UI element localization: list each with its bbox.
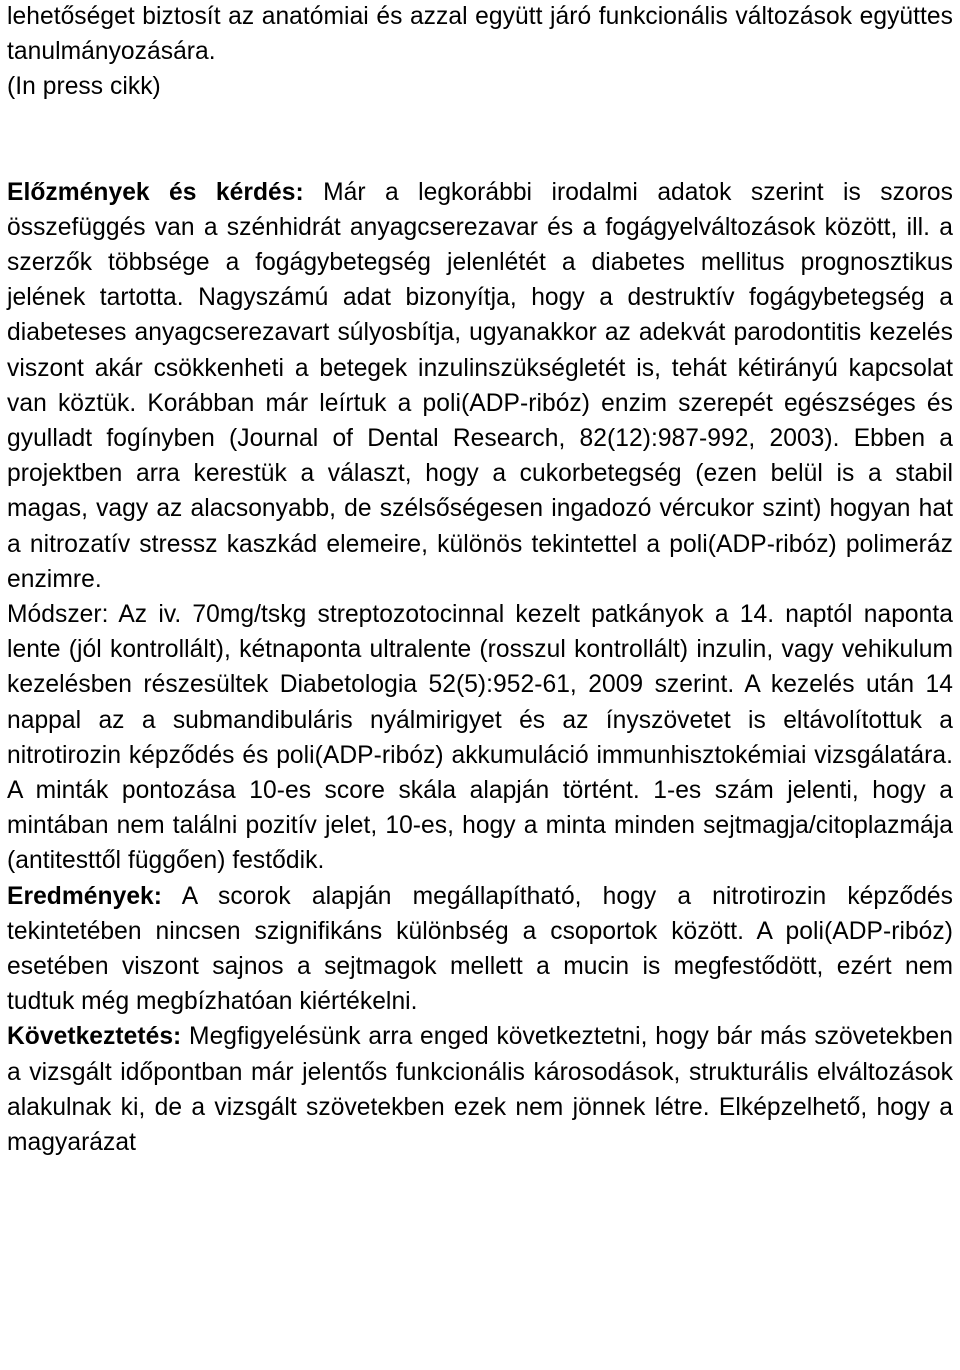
methods-paragraph bbox=[7, 597, 953, 879]
intro-continuation-text: lehetőséget biztosít az anatómiai és azzal együtt járó funkcionális változások együttes tanulmányozására. bbox=[7, 3, 953, 66]
intro-paragraph bbox=[7, 0, 953, 105]
methods-text: Az iv. 70mg/tskg streptozotocinnal kezelt patkányok a 14. naptól naponta lente (jól kontrollált), kétnaponta ultralente (rosszul kontrollált) inzulin, vagy vehikulum kezelésben részesültek Diabetologia 52(5):952-61, 2009 szerint. A kezelés után 14 nappal az a submandibuláris nyálmirigyet és az ínyszövetet is eltávolítottuk a nitrotirozin képződés és poli(ADP-ribóz) akkumuláció immunhisztokémiai vizsgálatára. A minták pontozása 10-es score skála alapján történt. 1-es szám jelenti, hogy a mintában nem találni pozitív jelet, 10-es, hogy a minta minden sejtmagja/citoplazmája (antitesttől függően) festődik. bbox=[7, 601, 953, 875]
results-paragraph bbox=[7, 879, 953, 1020]
paragraph-spacer bbox=[7, 105, 953, 175]
intro-note-text: (In press cikk) bbox=[7, 73, 161, 101]
results-text: A scorok alapján megállapítható, hogy a nitrotirozin képződés tekintetében nincsen szignifikáns különbség a csoportok között. A poli(ADP-ribóz) esetében viszont sajnos a sejtmagok mellett a mucin is megfestődött, ezért nem tudtuk még megbízhatóan kiértékelni. bbox=[7, 882, 953, 1016]
background-heading: Előzmények és kérdés: bbox=[7, 178, 304, 206]
conclusion-heading: Következtetés: bbox=[7, 1023, 182, 1051]
background-text: Már a legkorábbi irodalmi adatok szerint is szoros összefüggés van a szénhidrát anyagcserezavar és a fogágyelváltozások között, ill. a szerzők többsége a fogágybetegség jelenlétét a diabetes mellitus prognosztikus jelének tartotta. Nagyszámú adat bizonyítja, hogy a destruktív fogágybetegség a diabeteses anyagcserezavart súlyosbítja, ugyanakkor az adekvát parodontitis kezelés viszont akár csökkenheti a betegek inzulinszükségletét is, tehát kétirányú kapcsolat van köztük. Korábban már leírtuk a poli(ADP-ribóz) enzim szerepét egészséges és gyulladt fogínyben (Journal of Dental Research, 82(12):987-992, 2003). Ebben a projektben arra kerestük a választ, hogy a cukorbetegség (ezen belül is a stabil magas, vagy az alacsonyabb, de szélsőségesen ingadozó vércukor szint) hogyan hat a nitrozatív stressz kaszkád elemeire, különös tekintettel a poli(ADP-ribóz) polimeráz enzimre. bbox=[7, 178, 953, 593]
background-paragraph bbox=[7, 175, 953, 597]
conclusion-text: Megfigyelésünk arra enged következtetni, hogy bár más szövetekben a vizsgált időpontban már jelentős funkcionális károsodások, strukturális elváltozások alakulnak ki, de a vizsgált szövetekben ezek nem jönnek létre. Elképzelhető, hogy a magyarázat bbox=[7, 1023, 953, 1157]
methods-heading: Módszer: bbox=[7, 601, 109, 629]
results-heading: Eredmények: bbox=[7, 882, 163, 910]
conclusion-paragraph bbox=[7, 1019, 953, 1160]
document-body bbox=[7, 0, 953, 1160]
